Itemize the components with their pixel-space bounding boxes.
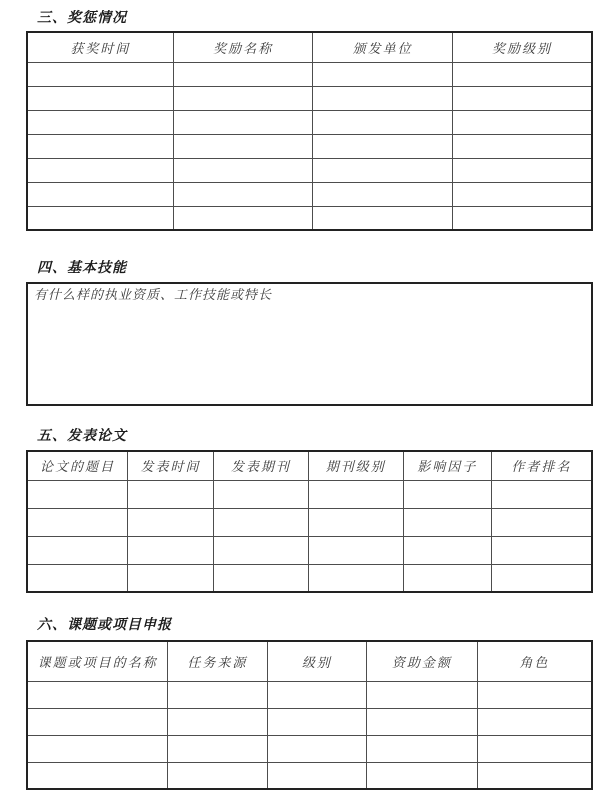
empty-cell[interactable] [477,735,592,762]
column-header-impact-factor: 影响因子 [403,451,491,480]
table-row [27,564,592,592]
empty-cell[interactable] [452,134,592,158]
empty-cell[interactable] [452,158,592,182]
column-header-paper-title: 论文的题目 [27,451,128,480]
empty-cell[interactable] [27,762,168,789]
empty-cell[interactable] [213,564,308,592]
empty-cell[interactable] [313,182,453,206]
papers-table [26,450,593,593]
empty-cell[interactable] [267,681,366,708]
empty-cell[interactable] [267,735,366,762]
empty-cell[interactable] [27,508,128,536]
table-row [27,681,592,708]
empty-cell[interactable] [452,62,592,86]
section-title-papers: 五、发表论文 [37,428,127,444]
empty-cell[interactable] [27,536,128,564]
empty-cell[interactable] [168,708,267,735]
empty-cell[interactable] [403,564,491,592]
empty-cell[interactable] [27,86,173,110]
empty-cell[interactable] [173,110,313,134]
empty-cell[interactable] [128,480,214,508]
column-header-journal-level: 期刊级别 [308,451,403,480]
table-row [27,158,592,182]
column-header-award-name: 奖励名称 [173,32,313,62]
column-header-level: 级别 [267,641,366,681]
empty-cell[interactable] [367,681,478,708]
empty-cell[interactable] [403,480,491,508]
column-header-issuing-unit: 颁发单位 [313,32,453,62]
column-header-project-name: 课题或项目的名称 [27,641,168,681]
empty-cell[interactable] [267,708,366,735]
empty-cell[interactable] [308,564,403,592]
papers-header-row [27,451,592,480]
rewards-header-row [27,32,592,62]
empty-cell[interactable] [168,762,267,789]
empty-cell[interactable] [27,182,173,206]
empty-cell[interactable] [491,536,592,564]
empty-cell[interactable] [367,735,478,762]
empty-cell[interactable] [173,158,313,182]
empty-cell[interactable] [308,508,403,536]
empty-cell[interactable] [367,762,478,789]
empty-cell[interactable] [403,536,491,564]
empty-cell[interactable] [168,681,267,708]
empty-cell[interactable] [213,480,308,508]
column-header-award-level: 奖励级别 [452,32,592,62]
empty-cell[interactable] [477,762,592,789]
column-header-publish-time: 发表时间 [128,451,214,480]
empty-cell[interactable] [128,536,214,564]
table-row [27,110,592,134]
column-header-award-time: 获奖时间 [27,32,173,62]
section-title-rewards: 三、奖惩情况 [37,10,127,26]
table-row [27,735,592,762]
empty-cell[interactable] [27,708,168,735]
column-header-author-rank: 作者排名 [491,451,592,480]
column-header-journal: 发表期刊 [213,451,308,480]
empty-cell[interactable] [213,508,308,536]
empty-cell[interactable] [313,110,453,134]
column-header-task-source: 任务来源 [168,641,267,681]
empty-cell[interactable] [452,110,592,134]
empty-cell[interactable] [313,62,453,86]
rewards-table [26,31,593,231]
section-title-skills: 四、基本技能 [37,260,127,276]
empty-cell[interactable] [213,536,308,564]
table-row [27,206,592,230]
projects-header-row [27,641,592,681]
empty-cell[interactable] [173,86,313,110]
empty-cell[interactable] [27,480,128,508]
empty-cell[interactable] [27,62,173,86]
empty-cell[interactable] [313,86,453,110]
table-row [27,536,592,564]
empty-cell[interactable] [308,536,403,564]
empty-cell[interactable] [477,708,592,735]
table-row [27,62,592,86]
empty-cell[interactable] [477,681,592,708]
empty-cell[interactable] [27,681,168,708]
table-row [27,508,592,536]
empty-cell[interactable] [491,564,592,592]
empty-cell[interactable] [491,508,592,536]
empty-cell[interactable] [313,206,453,230]
empty-cell[interactable] [27,158,173,182]
empty-cell[interactable] [313,134,453,158]
empty-cell[interactable] [128,564,214,592]
table-row [27,762,592,789]
empty-cell[interactable] [173,182,313,206]
table-row [27,134,592,158]
empty-cell[interactable] [27,206,173,230]
empty-cell[interactable] [403,508,491,536]
empty-cell[interactable] [173,206,313,230]
table-row [27,480,592,508]
empty-cell[interactable] [267,762,366,789]
empty-cell[interactable] [452,182,592,206]
column-header-role: 角色 [477,641,592,681]
section-title-projects: 六、课题或项目申报 [37,617,172,633]
empty-cell[interactable] [27,735,168,762]
empty-cell[interactable] [452,206,592,230]
column-header-funding-amount: 资助金额 [367,641,478,681]
empty-cell[interactable] [168,735,267,762]
empty-cell[interactable] [367,708,478,735]
empty-cell[interactable] [308,480,403,508]
skills-textbox[interactable] [26,282,593,406]
empty-cell[interactable] [128,508,214,536]
table-row [27,182,592,206]
skills-hint-text: 有什么样的执业资质、工作技能或特长 [34,288,273,303]
table-row [27,708,592,735]
empty-cell[interactable] [173,62,313,86]
empty-cell[interactable] [491,480,592,508]
empty-cell[interactable] [173,134,313,158]
empty-cell[interactable] [452,86,592,110]
table-row [27,86,592,110]
empty-cell[interactable] [27,564,128,592]
empty-cell[interactable] [313,158,453,182]
empty-cell[interactable] [27,110,173,134]
empty-cell[interactable] [27,134,173,158]
projects-table [26,640,593,790]
